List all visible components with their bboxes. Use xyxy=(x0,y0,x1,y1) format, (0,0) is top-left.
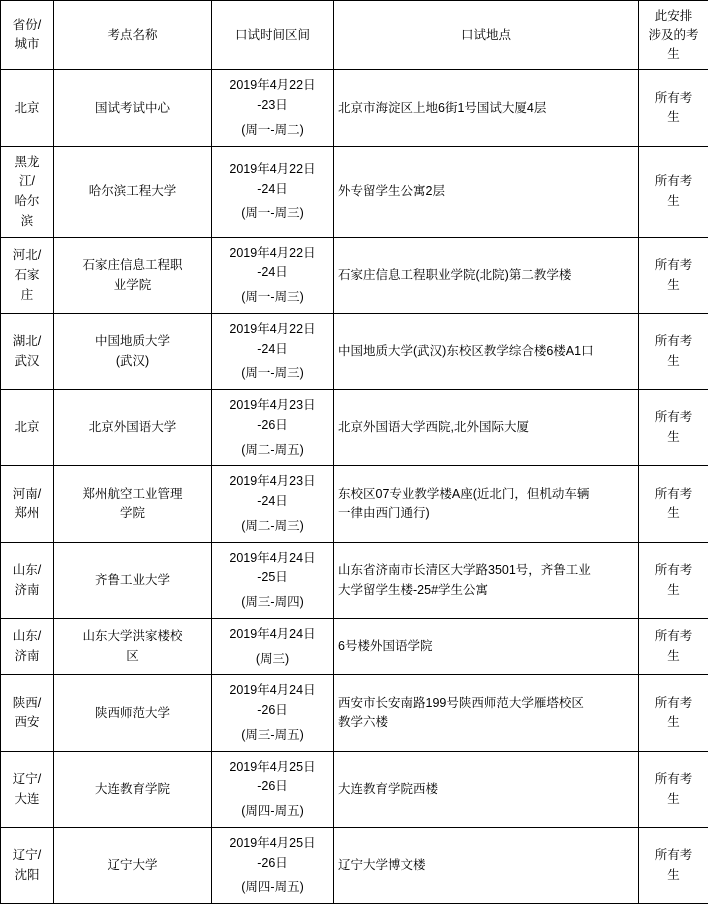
cell-who-line-1: 所有考 xyxy=(643,627,704,646)
cell-who-line-1: 所有考 xyxy=(643,770,704,789)
cell-province xyxy=(1,542,54,618)
cell-site xyxy=(54,618,212,675)
cell-province-line-1: 北京 xyxy=(5,418,49,437)
cell-who-line-1: 所有考 xyxy=(643,408,704,427)
column-header-who-line-1: 此安排 xyxy=(643,7,704,26)
cell-time-line-2: -24日 xyxy=(216,492,329,511)
cell-who-line-1: 所有考 xyxy=(643,561,704,580)
cell-province-line-2: 大连 xyxy=(5,790,49,809)
cell-who-line-2: 生 xyxy=(643,504,704,523)
cell-who xyxy=(639,618,708,675)
cell-who xyxy=(639,542,708,618)
cell-who-line-1: 所有考 xyxy=(643,485,704,504)
cell-time-line-1: 2019年4月25日 xyxy=(216,834,329,853)
table-row xyxy=(1,542,708,618)
cell-site-line-1: 哈尔滨工程大学 xyxy=(58,182,207,201)
cell-place-line-1: 北京市海淀区上地6街1号国试大厦4层 xyxy=(338,99,634,118)
cell-place-line-2: 大学留学生楼-25#学生公寓 xyxy=(338,581,634,600)
cell-province xyxy=(1,827,54,903)
cell-site-line-1: 大连教育学院 xyxy=(58,780,207,799)
cell-who-line-2: 生 xyxy=(643,581,704,600)
column-header-site xyxy=(54,1,212,70)
cell-who-line-1: 所有考 xyxy=(643,256,704,275)
cell-province xyxy=(1,70,54,146)
cell-province-line-2: 郑州 xyxy=(5,504,49,523)
cell-time xyxy=(212,751,334,827)
cell-place-line-1: 北京外国语大学西院,北外国际大厦 xyxy=(338,418,634,437)
cell-week: (周一-周三) xyxy=(216,364,329,383)
cell-province-line-2: 西安 xyxy=(5,713,49,732)
cell-who-line-1: 所有考 xyxy=(643,332,704,351)
cell-time-line-2: -26日 xyxy=(216,777,329,796)
cell-province-line-2: 济南 xyxy=(5,581,49,600)
cell-site-line-2: 区 xyxy=(58,647,207,666)
column-header-who xyxy=(639,1,708,70)
cell-province-line-3: 庄 xyxy=(5,286,49,305)
cell-site-line-1: 山东大学洪家楼校 xyxy=(58,627,207,646)
cell-site xyxy=(54,313,212,389)
cell-week: (周一-周三) xyxy=(216,204,329,223)
cell-place-line-1: 辽宁大学博文楼 xyxy=(338,856,634,875)
cell-who-line-2: 生 xyxy=(643,790,704,809)
cell-site-line-1: 中国地质大学 xyxy=(58,332,207,351)
column-header-time-line-1: 口试时间区间 xyxy=(216,26,329,45)
cell-time-line-1: 2019年4月23日 xyxy=(216,396,329,415)
cell-time-line-2: -24日 xyxy=(216,263,329,282)
cell-site-line-1: 郑州航空工业管理 xyxy=(58,485,207,504)
table-row xyxy=(1,827,708,903)
cell-province-line-1: 河南/ xyxy=(5,485,49,504)
column-header-place-line-1: 口试地点 xyxy=(338,26,634,45)
cell-province-line-1: 河北/ xyxy=(5,246,49,265)
cell-place-line-1: 西安市长安南路199号陕西师范大学雁塔校区 xyxy=(338,694,634,713)
table-row xyxy=(1,70,708,146)
cell-week: (周四-周五) xyxy=(216,802,329,821)
cell-province-line-1: 山东/ xyxy=(5,561,49,580)
table-header xyxy=(1,1,708,70)
cell-province-line-2: 石家 xyxy=(5,266,49,285)
cell-place-line-1: 石家庄信息工程职业学院(北院)第二教学楼 xyxy=(338,266,634,285)
cell-time xyxy=(212,675,334,751)
cell-who xyxy=(639,313,708,389)
cell-site-line-2: (武汉) xyxy=(58,352,207,371)
cell-who-line-2: 生 xyxy=(643,866,704,885)
table-row xyxy=(1,618,708,675)
cell-province-line-1: 陕西/ xyxy=(5,694,49,713)
cell-time xyxy=(212,827,334,903)
cell-site-line-1: 齐鲁工业大学 xyxy=(58,571,207,590)
cell-place xyxy=(334,618,639,675)
cell-week: (周一-周三) xyxy=(216,288,329,307)
cell-site xyxy=(54,675,212,751)
cell-province xyxy=(1,751,54,827)
cell-who xyxy=(639,146,708,237)
cell-who xyxy=(639,70,708,146)
cell-province-line-3: 哈尔 xyxy=(5,192,49,211)
cell-time-line-2: -24日 xyxy=(216,340,329,359)
cell-time xyxy=(212,542,334,618)
cell-site-line-1: 辽宁大学 xyxy=(58,856,207,875)
cell-time-line-2: -23日 xyxy=(216,96,329,115)
cell-province xyxy=(1,618,54,675)
cell-time xyxy=(212,390,334,466)
cell-who xyxy=(639,751,708,827)
column-header-province xyxy=(1,1,54,70)
cell-site xyxy=(54,237,212,313)
cell-time xyxy=(212,618,334,675)
cell-who xyxy=(639,237,708,313)
cell-time-line-2: -25日 xyxy=(216,568,329,587)
cell-time xyxy=(212,313,334,389)
cell-province-line-1: 湖北/ xyxy=(5,332,49,351)
table-row xyxy=(1,390,708,466)
cell-place xyxy=(334,70,639,146)
cell-place xyxy=(334,827,639,903)
table-header-row xyxy=(1,1,708,70)
cell-time-line-1: 2019年4月25日 xyxy=(216,758,329,777)
cell-who xyxy=(639,466,708,542)
cell-time-line-2: -26日 xyxy=(216,416,329,435)
cell-time-line-2: -26日 xyxy=(216,701,329,720)
cell-site xyxy=(54,466,212,542)
cell-site-line-2: 业学院 xyxy=(58,276,207,295)
cell-time-line-1: 2019年4月22日 xyxy=(216,160,329,179)
cell-time-line-1: 2019年4月22日 xyxy=(216,76,329,95)
cell-place xyxy=(334,390,639,466)
cell-province-line-4: 滨 xyxy=(5,212,49,231)
cell-time xyxy=(212,70,334,146)
cell-province-line-1: 北京 xyxy=(5,99,49,118)
cell-site-line-2: 学院 xyxy=(58,504,207,523)
cell-province xyxy=(1,675,54,751)
column-header-who-line-2: 涉及的考生 xyxy=(643,26,704,64)
table-row xyxy=(1,751,708,827)
cell-place-line-2: 一律由西门通行) xyxy=(338,504,634,523)
cell-who-line-2: 生 xyxy=(643,647,704,666)
cell-time-line-1: 2019年4月22日 xyxy=(216,244,329,263)
cell-province-line-1: 辽宁/ xyxy=(5,846,49,865)
cell-place xyxy=(334,146,639,237)
cell-who xyxy=(639,827,708,903)
column-header-place xyxy=(334,1,639,70)
cell-time-line-2: -24日 xyxy=(216,180,329,199)
cell-who xyxy=(639,390,708,466)
cell-place xyxy=(334,542,639,618)
cell-week: (周三) xyxy=(216,650,329,669)
cell-province xyxy=(1,237,54,313)
table-row xyxy=(1,466,708,542)
cell-week: (周二-周三) xyxy=(216,517,329,536)
cell-who-line-2: 生 xyxy=(643,352,704,371)
table-body xyxy=(1,70,708,904)
cell-who-line-1: 所有考 xyxy=(643,89,704,108)
cell-site xyxy=(54,146,212,237)
cell-province xyxy=(1,466,54,542)
cell-week: (周三-周四) xyxy=(216,593,329,612)
cell-time-line-1: 2019年4月22日 xyxy=(216,320,329,339)
cell-place-line-1: 外专留学生公寓2层 xyxy=(338,182,634,201)
cell-who-line-2: 生 xyxy=(643,108,704,127)
table-row xyxy=(1,313,708,389)
cell-week: (周四-周五) xyxy=(216,878,329,897)
cell-place-line-2: 教学六楼 xyxy=(338,713,634,732)
cell-time-line-1: 2019年4月24日 xyxy=(216,681,329,700)
cell-place-line-1: 大连教育学院西楼 xyxy=(338,780,634,799)
cell-province-line-1: 山东/ xyxy=(5,627,49,646)
cell-site xyxy=(54,751,212,827)
table-row xyxy=(1,237,708,313)
cell-time-line-1: 2019年4月24日 xyxy=(216,549,329,568)
cell-site xyxy=(54,70,212,146)
cell-place xyxy=(334,313,639,389)
cell-place xyxy=(334,751,639,827)
column-header-site-line-1: 考点名称 xyxy=(58,26,207,45)
cell-time xyxy=(212,237,334,313)
cell-who-line-1: 所有考 xyxy=(643,694,704,713)
cell-site xyxy=(54,827,212,903)
cell-site-line-1: 国试考试中心 xyxy=(58,99,207,118)
column-header-province-line-1: 省份/ xyxy=(5,16,49,35)
cell-place-line-1: 中国地质大学(武汉)东校区教学综合楼6楼A1口 xyxy=(338,342,634,361)
cell-time xyxy=(212,466,334,542)
cell-site-line-1: 石家庄信息工程职 xyxy=(58,256,207,275)
cell-week: (周一-周二) xyxy=(216,121,329,140)
cell-province-line-1: 辽宁/ xyxy=(5,770,49,789)
cell-province xyxy=(1,146,54,237)
cell-who-line-2: 生 xyxy=(643,428,704,447)
cell-place xyxy=(334,237,639,313)
cell-place xyxy=(334,466,639,542)
cell-time-line-2: -26日 xyxy=(216,854,329,873)
cell-who xyxy=(639,675,708,751)
cell-time xyxy=(212,146,334,237)
column-header-time xyxy=(212,1,334,70)
cell-province-line-1: 黑龙 xyxy=(5,153,49,172)
cell-province xyxy=(1,313,54,389)
cell-province xyxy=(1,390,54,466)
cell-site xyxy=(54,542,212,618)
cell-who-line-2: 生 xyxy=(643,192,704,211)
cell-province-line-2: 济南 xyxy=(5,647,49,666)
cell-place xyxy=(334,675,639,751)
cell-week: (周二-周五) xyxy=(216,441,329,460)
cell-who-line-2: 生 xyxy=(643,713,704,732)
cell-who-line-2: 生 xyxy=(643,276,704,295)
cell-who-line-1: 所有考 xyxy=(643,846,704,865)
cell-time-line-1: 2019年4月23日 xyxy=(216,472,329,491)
cell-place-line-1: 6号楼外国语学院 xyxy=(338,637,634,656)
cell-site-line-1: 陕西师范大学 xyxy=(58,704,207,723)
cell-week: (周三-周五) xyxy=(216,726,329,745)
column-header-province-line-2: 城市 xyxy=(5,35,49,54)
cell-who-line-1: 所有考 xyxy=(643,172,704,191)
cell-province-line-2: 沈阳 xyxy=(5,866,49,885)
cell-time-line-1: 2019年4月24日 xyxy=(216,625,329,644)
cell-province-line-2: 武汉 xyxy=(5,352,49,371)
cell-place-line-1: 东校区07专业教学楼A座(近北门，但机动车辆 xyxy=(338,485,634,504)
cell-site-line-1: 北京外国语大学 xyxy=(58,418,207,437)
cell-place-line-1: 山东省济南市长清区大学路3501号，齐鲁工业 xyxy=(338,561,634,580)
cell-province-line-2: 江/ xyxy=(5,172,49,191)
cell-site xyxy=(54,390,212,466)
table-row xyxy=(1,146,708,237)
table-row xyxy=(1,675,708,751)
